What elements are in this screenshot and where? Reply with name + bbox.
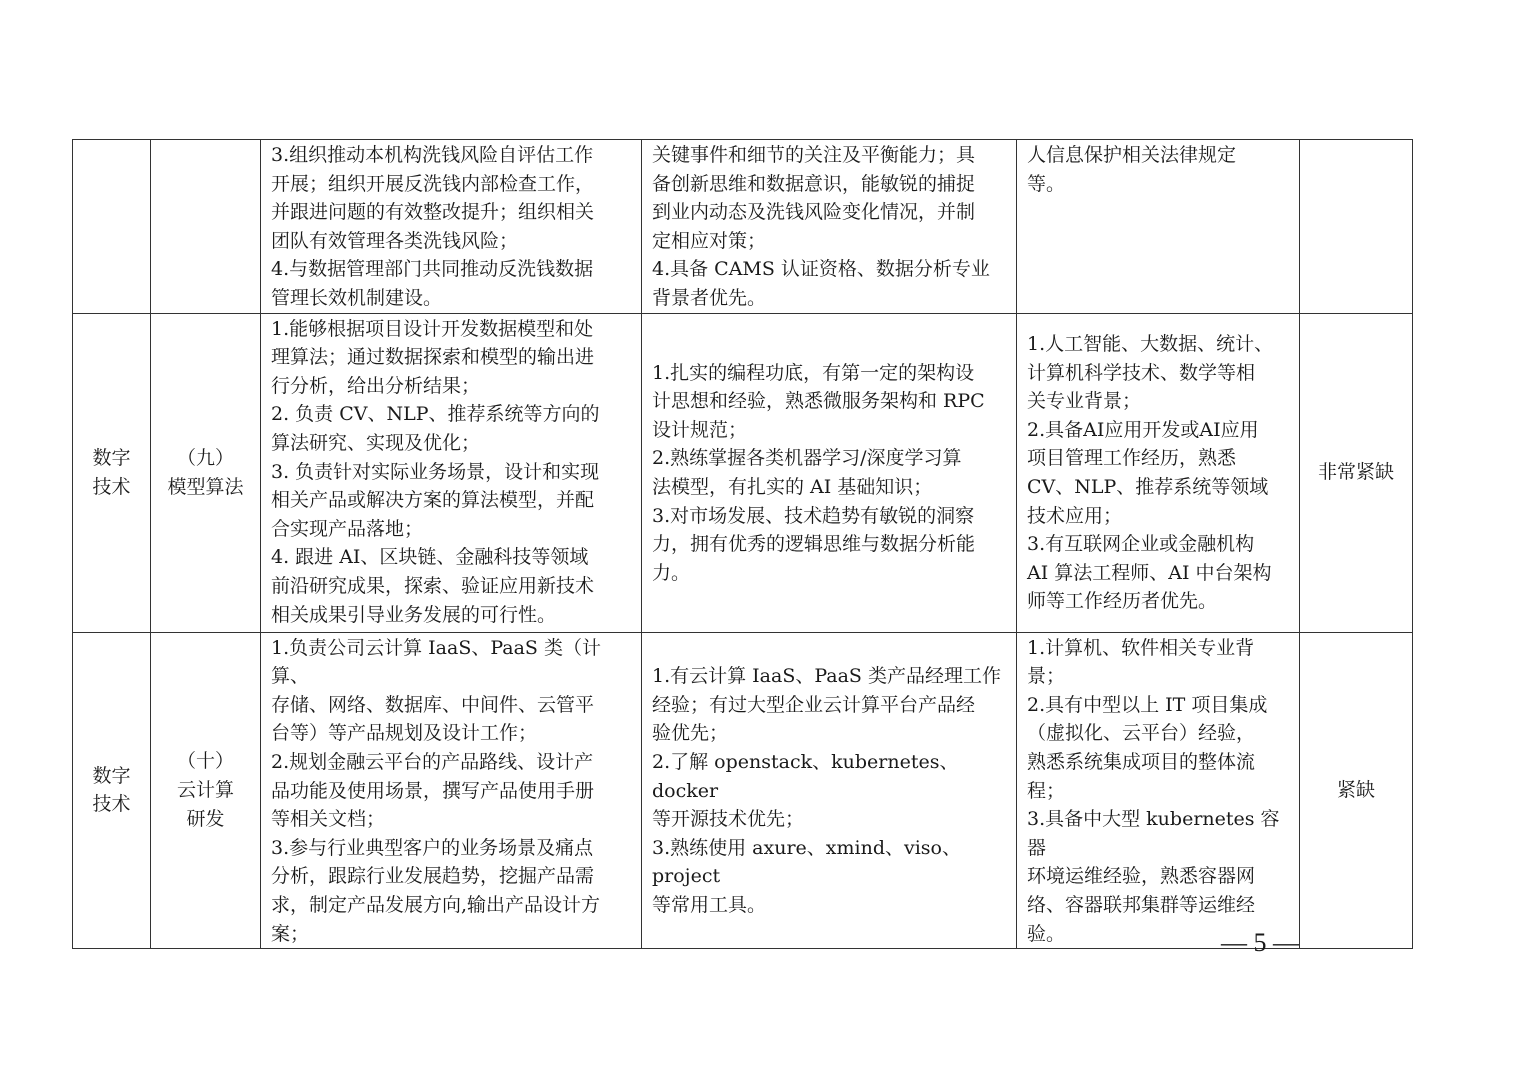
requirements-line: 1.计算机、软件相关专业背 (1027, 636, 1255, 659)
duties-line: 团队有效管理各类洗钱风险； (271, 229, 519, 252)
category-cell: 数字 技术 (73, 313, 151, 632)
abilities-line: 等开源技术优先； (652, 808, 805, 831)
requirements-line: 景； (1027, 665, 1066, 688)
abilities-cell (642, 313, 1017, 632)
requirements-line: 关专业背景； (1027, 390, 1142, 413)
duties-cell (261, 140, 642, 314)
requirements-line: 熟悉系统集成项目的整体流 (1027, 750, 1256, 773)
requirements-line: 环境运维经验，熟悉容器网 (1027, 865, 1256, 888)
duties-line: 并跟进问题的有效整改提升；组织相关 (271, 201, 595, 224)
abilities-line: 备创新思维和数据意识，能敏锐的捕捉 (652, 172, 976, 195)
duties-line: 1.负责公司云计算 IaaS、PaaS 类（计算、 (271, 636, 601, 688)
requirements-line: 3.有互联网企业或金融机构 (1027, 533, 1255, 556)
abilities-line: 3.对市场发展、技术趋势有敏锐的洞察 (652, 504, 975, 527)
position-cell: （十） 云计算 研发 (151, 632, 261, 949)
requirements-line: 2.具备AI应用开发或AI应用 (1027, 418, 1259, 441)
duties-cell (261, 632, 642, 949)
requirements-cell (1017, 140, 1300, 314)
category-cell (73, 140, 151, 314)
abilities-line: 计思想和经验，熟悉微服务架构和 RPC (652, 390, 985, 413)
requirements-line: 验。 (1027, 922, 1066, 945)
abilities-line: 3.熟练使用 axure、xmind、viso、project (652, 836, 961, 888)
duties-line: 3.组织推动本机构洗钱风险自评估工作 (271, 144, 594, 166)
duties-line: 3.参与行业典型客户的业务场景及痛点 (271, 836, 594, 859)
requirements-cell (1017, 313, 1300, 632)
abilities-cell (642, 632, 1017, 949)
duties-line: 2. 负责 CV、NLP、推荐系统等方向的 (271, 403, 600, 426)
duties-line: 4.与数据管理部门共同推动反洗钱数据 (271, 258, 594, 281)
duties-line: 行分析，给出分析结果； (271, 374, 481, 397)
abilities-line: 法模型，有扎实的 AI 基础知识； (652, 476, 933, 499)
duties-line: 存储、网络、数据库、中间件、云管平 (271, 693, 595, 716)
duties-cell (261, 313, 642, 632)
requirements-line: （虚拟化、云平台）经验， (1027, 722, 1256, 745)
duties-line: 合实现产品落地； (271, 517, 424, 540)
requirements-line: AI 算法工程师、AI 中台架构 (1027, 561, 1272, 584)
page-number: — 5 — (1221, 928, 1299, 957)
duties-line: 3. 负责针对实际业务场景，设计和实现 (271, 460, 600, 483)
duties-line: 等相关文档； (271, 808, 386, 831)
abilities-line: 力，拥有优秀的逻辑思维与数据分析能 (652, 533, 976, 556)
duties-line: 算法研究、实现及优化； (271, 431, 481, 454)
duties-line: 品功能及使用场景，撰写产品使用手册 (271, 779, 595, 802)
category-cell: 数字 技术 (73, 632, 151, 949)
table-row (73, 313, 1413, 632)
duties-line: 1.能够根据项目设计开发数据模型和处 (271, 317, 594, 340)
abilities-line: 2.熟练掌握各类机器学习/深度学习算 (652, 447, 962, 470)
abilities-line: 1.有云计算 IaaS、PaaS 类产品经理工作 (652, 665, 1001, 688)
duties-line: 开展；组织开展反洗钱内部检查工作， (271, 172, 595, 195)
duties-line: 台等）等产品规划及设计工作； (271, 722, 538, 745)
requirements-line: 络、容器联邦集群等运维经 (1027, 893, 1256, 916)
duties-line: 相关产品或解决方案的算法模型，并配 (271, 489, 595, 512)
requirements-line: 1.人工智能、大数据、统计、 (1027, 333, 1274, 356)
requirements-line: 项目管理工作经历，熟悉 (1027, 447, 1237, 470)
abilities-line: 2.了解 openstack、kubernetes、docker (652, 750, 959, 802)
abilities-line: 4.具备 CAMS 认证资格、数据分析专业 (652, 258, 990, 281)
duties-line: 理算法；通过数据探索和模型的输出进 (271, 346, 595, 369)
abilities-line: 经验；有过大型企业云计算平台产品经 (652, 693, 976, 716)
abilities-line: 背景者优先。 (652, 286, 767, 309)
abilities-line: 定相应对策； (652, 229, 767, 252)
duties-line: 求，制定产品发展方向,输出产品设计方 (271, 893, 601, 916)
requirements-line: 人信息保护相关法律规定 (1027, 144, 1237, 166)
requirements-line: 3.具备中大型 kubernetes 容器 (1027, 808, 1280, 859)
requirements-line: 技术应用； (1027, 504, 1123, 527)
duties-line: 相关成果引导业务发展的可行性。 (271, 603, 557, 626)
duties-line: 4. 跟进 AI、区块链、金融科技等领域 (271, 546, 589, 569)
abilities-cell (642, 140, 1017, 314)
abilities-line: 设计规范； (652, 418, 748, 441)
position-cell: （九） 模型算法 (151, 313, 261, 632)
shortage-cell: 紧缺 (1300, 632, 1413, 949)
requirements-line: 2.具有中型以上 IT 项目集成 (1027, 693, 1268, 716)
table-row (73, 140, 1413, 314)
duties-line: 管理长效机制建设。 (271, 286, 443, 309)
abilities-line: 到业内动态及洗钱风险变化情况，并制 (652, 201, 976, 224)
duties-line: 分析，跟踪行业发展趋势，挖掘产品需 (271, 865, 595, 888)
abilities-line: 等常用工具。 (652, 893, 767, 916)
talent-demand-table (72, 139, 1413, 949)
duties-line: 2.规划金融云平台的产品路线、设计产 (271, 750, 594, 773)
position-cell (151, 140, 261, 314)
shortage-cell (1300, 140, 1413, 314)
requirements-line: 计算机科学技术、数学等相 (1027, 361, 1256, 384)
duties-line: 案； (271, 922, 310, 945)
abilities-line: 1.扎实的编程功底，有第一定的架构设 (652, 361, 975, 384)
requirements-line: CV、NLP、推荐系统等领域 (1027, 476, 1269, 499)
requirements-line: 师等工作经历者优先。 (1027, 590, 1218, 613)
shortage-cell: 非常紧缺 (1300, 313, 1413, 632)
abilities-line: 关键事件和细节的关注及平衡能力；具 (652, 144, 976, 166)
requirements-line: 程； (1027, 779, 1066, 802)
abilities-line: 验优先； (652, 722, 729, 745)
table-row (73, 632, 1413, 949)
duties-line: 前沿研究成果，探索、验证应用新技术 (271, 574, 595, 597)
abilities-line: 力。 (652, 561, 691, 584)
requirements-line: 等。 (1027, 172, 1066, 195)
requirements-cell (1017, 632, 1300, 949)
